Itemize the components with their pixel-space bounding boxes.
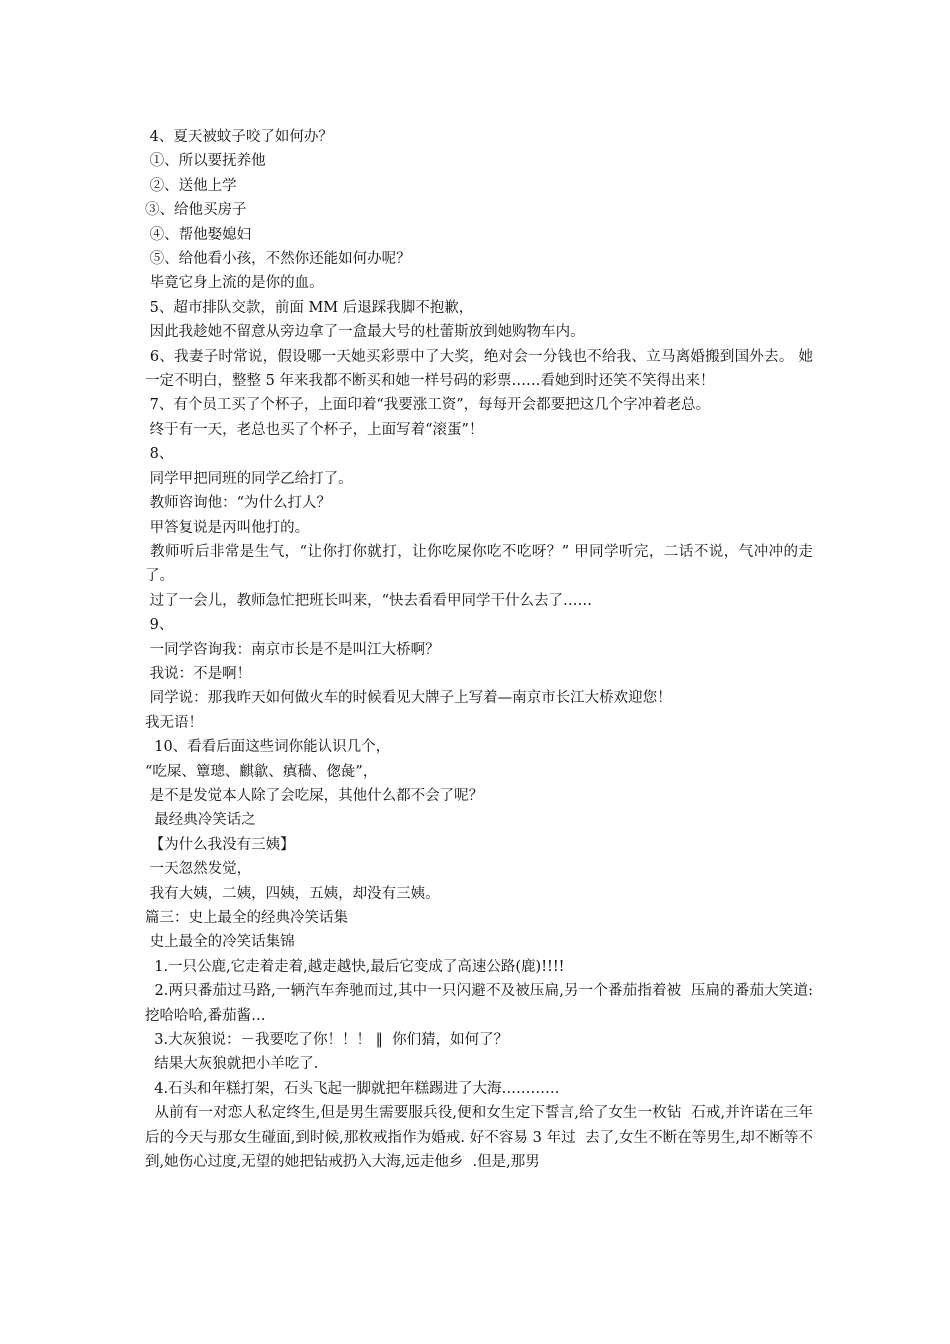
text-line: 5、超市排队交款，前面 MM 后退踩我脚不抱歉， [145,299,474,316]
text-line: ①、所以要抚养他 [145,153,266,170]
text-line: 我有大姨，二姨，四姨，五姨，却没有三姨。 [145,885,440,902]
document-body [145,125,813,1174]
text-line: 4、夏天被蚊子咬了如何办？ [145,129,333,145]
text-line: 结果大灰狼就把小羊吃了. [145,1056,319,1073]
text-paragraph: 6、我妻子时常说，假设哪一天她买彩票中了大奖，绝对会一分钱也不给我、立马离婚搬到国外去。 她一定不明白，整整 5 年来我都不断买和她一样号码的彩票……看她到时还笑不笑得出来！ [145,348,814,390]
text-line: 甲答复说是丙叫他打的。 [145,519,310,536]
text-line: 4.石头和年糕打架，石头飞起一脚就把年糕踢进了大海………… [145,1080,560,1097]
text-line: 9、 [145,617,174,634]
text-line: ②、送他上学 [145,177,237,194]
text-line: 教师咨询他：“为什么打人？ [145,495,332,512]
text-line: ⑤、给他看小孩，不然你还能如何办呢？ [145,251,411,268]
text-line: 过了一会儿，教师急忙把班长叫来，“快去看看甲同学干什么去了…… [145,592,593,609]
text-line: 因此我趁她不留意从旁边拿了一盒最大号的杜蕾斯放到她购物车内。 [145,324,585,341]
section-subheading: 史上最全的冷笑话集锦 [145,934,295,951]
text-line: 一天忽然发觉， [145,861,252,878]
text-line: ③、给他买房子 [145,202,247,219]
text-line: 【为什么我没有三姨】 [145,836,295,853]
text-line: ④、帮他娶媳妇 [145,226,252,243]
text-line: 同学甲把同班的同学乙给打了。 [145,470,353,487]
text-line: “吃屎、簟璁、麒歙、瘨穑、偬彘”， [145,763,378,780]
text-line: 我说：不是啊！ [145,665,252,682]
text-line: 终于有一天，老总也买了个杯子，上面写着“滚蛋”！ [145,421,484,438]
text-line: 我无语！ [145,714,203,731]
text-line: 是不是发觉本人除了会吃屎，其他什么都不会了呢？ [145,787,484,804]
text-line: 8、 [145,446,174,463]
section-heading: 篇三：史上最全的经典冷笑话集 [145,910,348,926]
text-paragraph: 2.两只番茄过马路,一辆汽车奔驰而过,其中一只闪避不及被压扁,另一个番茄指着被 压扁的番茄大笑道:挖哈哈哈,番茄酱… [145,983,814,1024]
text-paragraph: 从前有一对恋人私定终生,但是男生需要服兵役,便和女生定下誓言,给了女生一枚钻 石戒,并许诺在三年后的今天与那女生碰面,到时候,那枚戒指作为婚戒. 好不容易 3 年过 去了,女生不断在等男生,却不断等不到,她伤心过度,无望的她把钻戒扔入大海,远走他乡 .但是,那男 [145,1105,814,1171]
text-line: 最经典冷笑话之 [145,812,256,829]
text-paragraph: 教师听后非常是生气，“让你打你就打，让你吃屎你吃不吃呀？” 甲同学听完，二话不说，气冲冲的走了。 [145,543,814,585]
text-line: 3.大灰狼说：－我要吃了你！！！ ‖ 你们猜，如何了？ [145,1032,509,1049]
text-line: 毕竟它身上流的是你的血。 [145,275,324,292]
text-line: 同学说：那我昨天如何做火车的时候看见大牌子上写着—南京市长江大桥欢迎您！ [145,690,672,707]
text-line: 一同学咨询我：南京市长是不是叫江大桥啊？ [145,641,440,658]
text-line: 7、有个员工买了个杯子，上面印着“我要涨工资”，每每开会都要把这几个字冲着老总。 [145,397,711,414]
text-line: 10、看看后面这些词你能认识几个， [145,739,391,756]
text-line: 1.一只公鹿,它走着走着,越走越快,最后它变成了高速公路(鹿)!!!! [145,958,565,975]
